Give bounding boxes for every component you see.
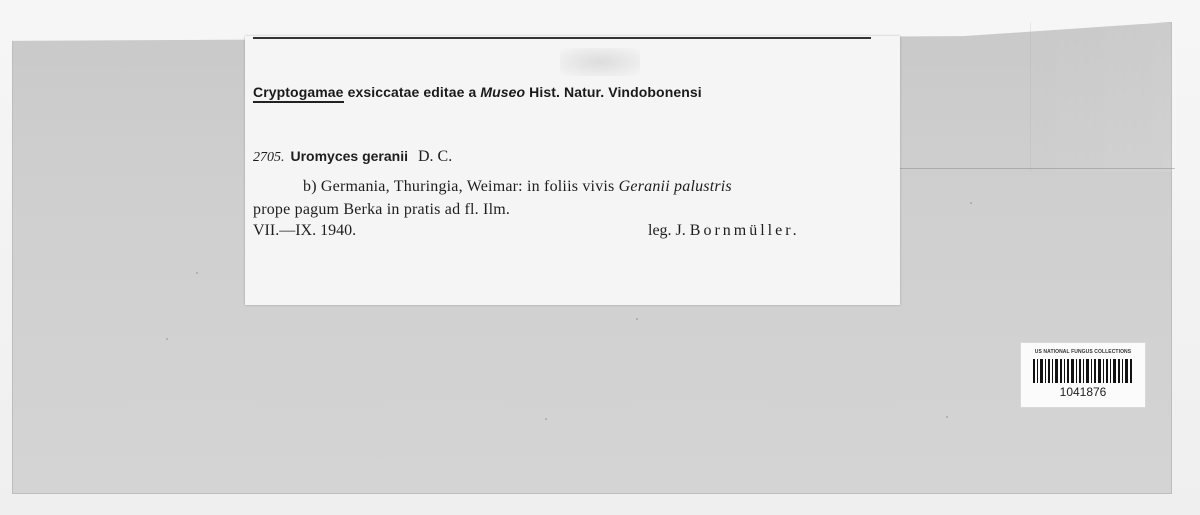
collector-prefix: leg. J.: [648, 222, 686, 239]
speck: [545, 418, 547, 420]
sheet-fold: [1030, 22, 1176, 172]
speck: [946, 416, 948, 418]
sheet-crease: [900, 168, 1175, 169]
locality-text: b) Germania, Thuringia, Weimar: in foliis vivis: [303, 178, 619, 195]
header-museo: Museo: [480, 84, 526, 100]
label-header: [253, 84, 702, 100]
barcode-bars-icon: [1033, 359, 1133, 383]
speck: [970, 202, 972, 204]
label-stamp-smudge: [560, 48, 640, 76]
speck: [196, 272, 198, 274]
specimen-label: [245, 36, 900, 305]
species-author: D. C.: [418, 148, 453, 165]
header-text: exsiccatae editae a: [343, 84, 481, 100]
collector: [648, 222, 800, 240]
locality-line-2: prope pagum Berka in pratis ad fl. Ilm.: [253, 201, 511, 218]
speck: [636, 318, 638, 320]
species-name: Uromyces geranii: [290, 148, 408, 164]
barcode-sticker: [1020, 342, 1146, 408]
label-top-rule: [253, 37, 871, 39]
speck: [166, 338, 168, 340]
collection-date: VII.—IX. 1940.: [253, 222, 357, 239]
collector-name: Bornmüller.: [689, 222, 800, 239]
barcode-institution: US NATIONAL FUNGUS COLLECTIONS: [1034, 349, 1132, 355]
header-cryptogamae: Cryptogamae: [253, 84, 344, 103]
entry-number: 2705.: [253, 150, 285, 165]
host-plant: Geranii palustris: [618, 178, 732, 195]
species-entry: [253, 148, 452, 166]
header-text-2: Hist. Natur. Vindobonensi: [525, 84, 702, 100]
locality-line-1: [303, 178, 732, 196]
barcode-number: 1041876: [1059, 385, 1107, 399]
